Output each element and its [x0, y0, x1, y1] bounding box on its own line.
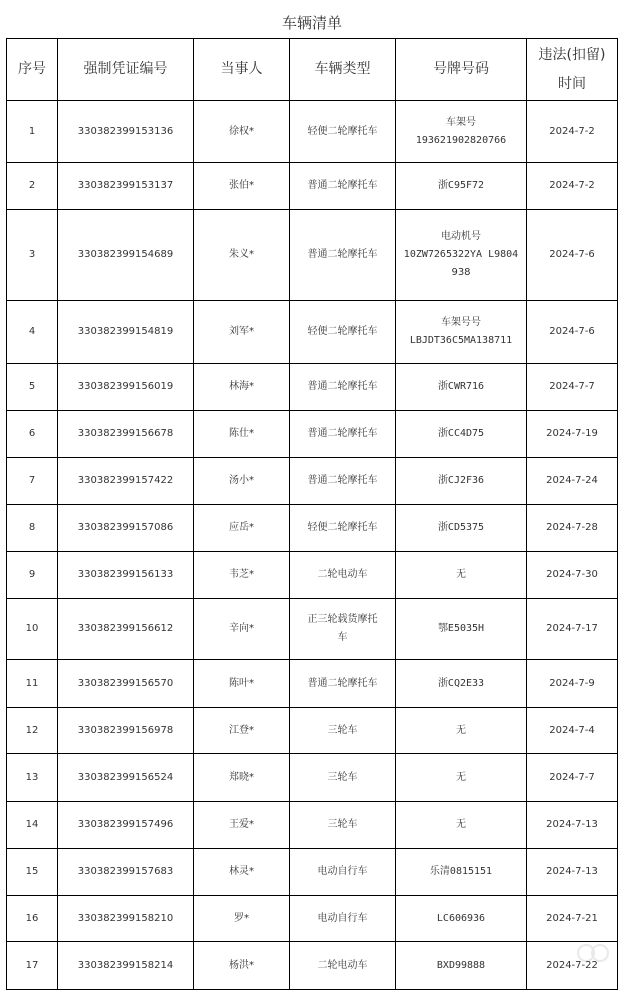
- cell-party: 王爱*: [194, 802, 290, 849]
- cell-plate-line: 车架号: [446, 116, 476, 128]
- table-row: [7, 896, 618, 942]
- cell-party: 罗*: [194, 896, 290, 942]
- cell-type-line: 车: [337, 632, 348, 643]
- cell-id: 5: [7, 364, 58, 411]
- cell-type: [290, 896, 396, 942]
- cell-id: 6: [7, 411, 58, 458]
- cell-plate-line: 乐清0815151: [429, 866, 493, 877]
- cell-plate: [396, 505, 527, 552]
- cell-plate-line: 车架号号: [441, 317, 481, 328]
- table-row: [7, 301, 618, 364]
- cell-type-line: 普通二轮摩托车: [307, 180, 378, 191]
- cell-date: 2024-7-21: [527, 896, 618, 942]
- cell-plate: [396, 708, 527, 754]
- cell-party: 张伯*: [194, 163, 290, 210]
- cell-plate: [396, 301, 527, 364]
- cell-plate: [396, 210, 527, 301]
- cell-plate-line: 浙CWR716: [437, 381, 485, 392]
- cell-voucher: 330382399154819: [58, 301, 194, 364]
- cell-plate-line: 浙CQ2E33: [437, 677, 485, 689]
- table-row: [7, 505, 618, 552]
- cell-voucher: 330382399157422: [58, 458, 194, 505]
- cell-voucher: 330382399157683: [58, 849, 194, 896]
- cell-type: [290, 849, 396, 896]
- cell-type-line: 轻便二轮摩托车: [307, 522, 378, 533]
- table-row: [7, 364, 618, 411]
- cell-plate-line: 无: [456, 569, 466, 580]
- cell-id: 15: [7, 849, 58, 896]
- cell-party: 辛向*: [194, 599, 290, 660]
- cell-id: 12: [7, 708, 58, 754]
- cell-party: 林海*: [194, 364, 290, 411]
- cell-type: [290, 505, 396, 552]
- column-header-date: [527, 39, 618, 101]
- table-row: [7, 660, 618, 708]
- cell-id: 9: [7, 552, 58, 599]
- cell-plate-line: 无: [456, 771, 466, 783]
- cell-plate: [396, 599, 527, 660]
- cell-type: [290, 552, 396, 599]
- cell-plate-line: 938: [451, 267, 471, 278]
- table-row: [7, 754, 618, 802]
- cell-type-line: 三轮车: [327, 771, 358, 783]
- table-row: [7, 942, 618, 990]
- cell-type-line: 三轮车: [327, 819, 358, 830]
- cell-id: 14: [7, 802, 58, 849]
- table-row: [7, 210, 618, 301]
- cell-type-line: 普通二轮摩托车: [307, 428, 378, 439]
- cell-type-line: 电动自行车: [317, 912, 368, 924]
- cell-id: 2: [7, 163, 58, 210]
- cell-plate: [396, 411, 527, 458]
- table-row: [7, 552, 618, 599]
- cell-plate-line: 无: [456, 724, 466, 736]
- cell-voucher: 330382399153136: [58, 101, 194, 163]
- cell-plate-line: LBJDT36C5MA138711: [409, 335, 513, 346]
- cell-plate-line: 电动机号: [441, 231, 481, 242]
- cell-type-line: 普通二轮摩托车: [307, 475, 378, 486]
- cell-plate-line: BXD99888: [436, 959, 486, 971]
- cell-date: 2024-7-17: [527, 599, 618, 660]
- table-row: [7, 163, 618, 210]
- cell-plate-line: 193621902820766: [415, 134, 507, 146]
- column-header-type: 车辆类型: [290, 39, 396, 101]
- cell-voucher: 330382399156612: [58, 599, 194, 660]
- cell-type-line: 普通二轮摩托车: [307, 381, 378, 392]
- column-header-party: 当事人: [194, 39, 290, 101]
- cell-party: 刘军*: [194, 301, 290, 364]
- cell-plate-line: 无: [456, 819, 466, 830]
- table-row: [7, 849, 618, 896]
- cell-type-line: 正三轮载货摩托: [307, 614, 378, 625]
- cell-plate-line: 浙CJ2F36: [437, 475, 485, 486]
- cell-voucher: 330382399154689: [58, 210, 194, 301]
- cell-date: 2024-7-30: [527, 552, 618, 599]
- cell-date: 2024-7-2: [527, 163, 618, 210]
- cell-date: 2024-7-6: [527, 210, 618, 301]
- vehicle-table: [6, 38, 618, 990]
- cell-type: [290, 458, 396, 505]
- table-row: [7, 708, 618, 754]
- cell-id: 16: [7, 896, 58, 942]
- cell-plate: [396, 163, 527, 210]
- cell-type-line: 电动自行车: [317, 866, 368, 877]
- cell-date: 2024-7-6: [527, 301, 618, 364]
- cell-date: 2024-7-24: [527, 458, 618, 505]
- cell-voucher: 330382399156978: [58, 708, 194, 754]
- cell-type-line: 二轮电动车: [317, 569, 368, 580]
- cell-party: 徐权*: [194, 101, 290, 163]
- cell-plate: [396, 942, 527, 990]
- table-row: [7, 458, 618, 505]
- cell-type-line: 轻便二轮摩托车: [307, 326, 378, 337]
- cell-plate-line: 10ZW7265322YA L9804: [403, 249, 519, 260]
- cell-plate: [396, 101, 527, 163]
- cell-plate-line: 浙CD5375: [437, 522, 485, 533]
- cell-type: [290, 942, 396, 990]
- cell-voucher: 330382399158214: [58, 942, 194, 990]
- table-row: [7, 802, 618, 849]
- cell-plate: [396, 849, 527, 896]
- watermark-icon: [576, 940, 610, 966]
- cell-date: 2024-7-2: [527, 101, 618, 163]
- cell-plate: [396, 552, 527, 599]
- cell-type: [290, 708, 396, 754]
- cell-date: 2024-7-19: [527, 411, 618, 458]
- cell-type: [290, 101, 396, 163]
- column-header-id: 序号: [7, 39, 58, 101]
- cell-type-line: 二轮电动车: [317, 959, 368, 971]
- cell-type: [290, 411, 396, 458]
- cell-date: 2024-7-28: [527, 505, 618, 552]
- cell-date: 2024-7-13: [527, 802, 618, 849]
- table-row: [7, 101, 618, 163]
- cell-party: 杨洪*: [194, 942, 290, 990]
- cell-date: 2024-7-7: [527, 754, 618, 802]
- cell-voucher: 330382399158210: [58, 896, 194, 942]
- cell-plate-line: 鄂E5035H: [437, 623, 485, 634]
- cell-voucher: 330382399156678: [58, 411, 194, 458]
- cell-type: [290, 210, 396, 301]
- column-header-date-line1: 违法(扣留): [538, 46, 606, 63]
- cell-date: 2024-7-7: [527, 364, 618, 411]
- cell-id: 13: [7, 754, 58, 802]
- cell-id: 4: [7, 301, 58, 364]
- table-row: [7, 411, 618, 458]
- cell-party: 应岳*: [194, 505, 290, 552]
- cell-voucher: 330382399157496: [58, 802, 194, 849]
- cell-party: 朱义*: [194, 210, 290, 301]
- cell-party: 陈仕*: [194, 411, 290, 458]
- cell-date: 2024-7-9: [527, 660, 618, 708]
- cell-type-line: 普通二轮摩托车: [307, 249, 378, 260]
- cell-party: 汤小*: [194, 458, 290, 505]
- cell-type: [290, 301, 396, 364]
- column-header-date-line2: 时间: [558, 75, 586, 92]
- cell-plate-line: 浙C95F72: [437, 180, 485, 191]
- cell-plate: [396, 458, 527, 505]
- cell-voucher: 330382399157086: [58, 505, 194, 552]
- table-row: [7, 599, 618, 660]
- cell-party: 江登*: [194, 708, 290, 754]
- cell-id: 1: [7, 101, 58, 163]
- column-header-voucher: 强制凭证编号: [58, 39, 194, 101]
- cell-id: 3: [7, 210, 58, 301]
- cell-voucher: 330382399156570: [58, 660, 194, 708]
- table-body: [7, 101, 618, 990]
- cell-id: 8: [7, 505, 58, 552]
- cell-type: [290, 802, 396, 849]
- cell-plate-line: 浙CC4D75: [437, 428, 485, 439]
- cell-type-line: 普通二轮摩托车: [307, 677, 378, 689]
- column-header-plate: 号牌号码: [396, 39, 527, 101]
- cell-voucher: 330382399156524: [58, 754, 194, 802]
- cell-party: 陈叶*: [194, 660, 290, 708]
- cell-plate-line: LC606936: [436, 912, 486, 924]
- cell-id: 11: [7, 660, 58, 708]
- cell-voucher: 330382399156133: [58, 552, 194, 599]
- cell-party: 韦芝*: [194, 552, 290, 599]
- cell-voucher: 330382399156019: [58, 364, 194, 411]
- cell-type: [290, 754, 396, 802]
- cell-type: [290, 163, 396, 210]
- cell-plate: [396, 660, 527, 708]
- cell-date: 2024-7-22: [527, 942, 618, 990]
- table-header-row: [7, 39, 618, 101]
- cell-type: [290, 599, 396, 660]
- cell-type: [290, 364, 396, 411]
- cell-type-line: 轻便二轮摩托车: [307, 125, 378, 137]
- cell-id: 10: [7, 599, 58, 660]
- cell-party: 林灵*: [194, 849, 290, 896]
- cell-type-line: 三轮车: [327, 724, 358, 736]
- page-title: 车辆清单: [281, 14, 342, 32]
- cell-date: 2024-7-4: [527, 708, 618, 754]
- cell-plate: [396, 896, 527, 942]
- cell-id: 7: [7, 458, 58, 505]
- cell-date: 2024-7-13: [527, 849, 618, 896]
- cell-type: [290, 660, 396, 708]
- cell-party: 郑晓*: [194, 754, 290, 802]
- cell-plate: [396, 754, 527, 802]
- cell-plate: [396, 802, 527, 849]
- cell-voucher: 330382399153137: [58, 163, 194, 210]
- cell-id: 17: [7, 942, 58, 990]
- cell-plate: [396, 364, 527, 411]
